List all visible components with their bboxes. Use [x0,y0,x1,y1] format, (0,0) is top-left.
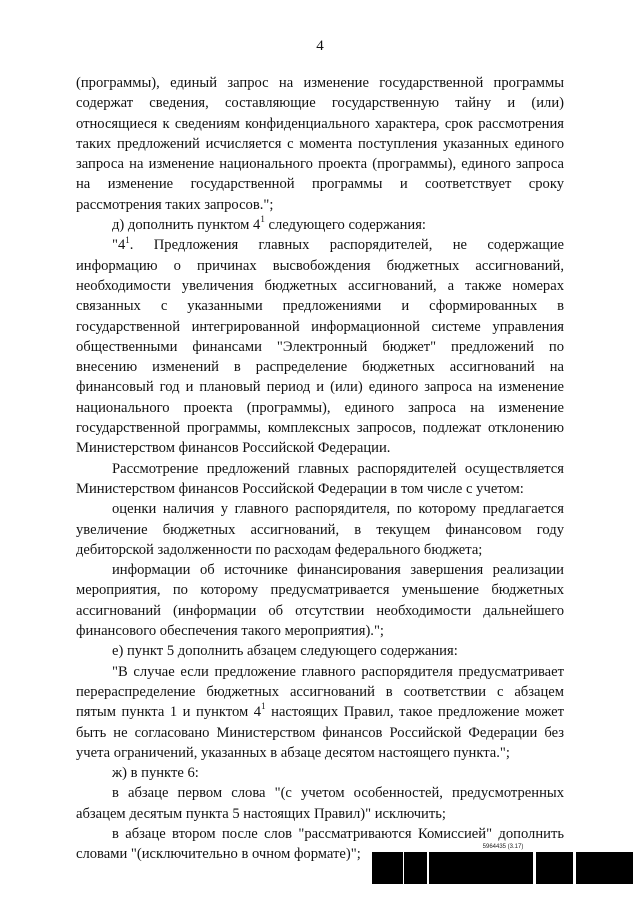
paragraph-text: "4 [112,237,126,254]
paragraph-text: "В случае если предложение главного распорядителя предусматривает перераспределение бюджетных ассигнований в соответствии с абзацем пятым пункта 1 и пунктом 4 [76,663,564,721]
paragraph: в абзаце втором после слов "рассматриваются Комиссией" дополнить словами "(исключительно в очном формате)"; [76,825,564,863]
paragraph [76,235,564,458]
paragraph: оценки наличия у главного распорядителя, по которому предлагается увеличение бюджетных ассигнований, в текущем финансовом году дебиторской задолженности по расходам федерального бюджета; [76,501,564,558]
paragraph-text: следующего содержания: [264,217,426,234]
paragraph: Рассмотрение предложений главных распорядителей осуществляется Министерством финансов Российской Федерации в том числе с учетом: [76,460,564,497]
paragraph: е) пункт 5 дополнить абзацем следующего содержания: [112,643,458,660]
paragraph-text: настоящих Правил, такое предложение может быть не согласовано Министерством финансов Российской Федерации без учета ограничений, указанных в абзаце десятом настоящего пункта."; [76,704,564,761]
barcode [372,844,634,884]
paragraph: (программы), единый запрос на изменение государственной программы содержат сведения, составляющие государственную тайну и (или) относящиеся к сведениям конфиденциального характера, срок рассмотрения таких предложений исчисляется с момента поступления указанных единого запроса на изменение национального проекта (программы), единого запроса на изменение государственной программы и соответствует сроку рассмотрения таких запросов."; [76,75,564,213]
paragraph [76,215,564,235]
page-number: 4 [316,38,324,54]
superscript: 1 [261,701,266,712]
paragraph: ж) в пункте 6: [112,765,199,782]
paragraph-text: д) дополнить пунктом 4 [112,217,261,234]
document-body [76,73,564,865]
barcode-code: 5964435 (3.17) [482,844,524,850]
barcode-bars-icon [372,852,634,884]
superscript: 1 [260,214,265,225]
paragraph-text: . Предложения главных распорядителей, не содержащие информацию о причинах высвобождения бюджетных ассигнований, необходимости увеличения бюджетных ассигнований, а также номерах связанных с указанными предложениями и сформированных в государственной интегрированной информационной системе управления общественными финансами "Электронный бюджет" предложений по внесению изменений в распределение бюджетных ассигнований на финансовый год и плановый период и (или) единого запроса на изменение национального проекта (программы), единого запроса на изменение государственной программы, комплексных запросов, подлежат отклонению Министерством финансов Российской Федерации. [76,237,564,457]
superscript: 1 [125,234,130,245]
paragraph: информации об источнике финансирования завершения реализации мероприятия, по которому предусматривается уменьшение бюджетных ассигнований (информации об отсутствии необходимости дальнейшего финансового обеспечения такого мероприятия)."; [76,562,564,640]
paragraph [76,662,564,763]
paragraph: в абзаце первом слова "(с учетом особенностей, предусмотренных абзацем десятым пункта 5 настоящих Правил)" исключить; [76,785,564,822]
